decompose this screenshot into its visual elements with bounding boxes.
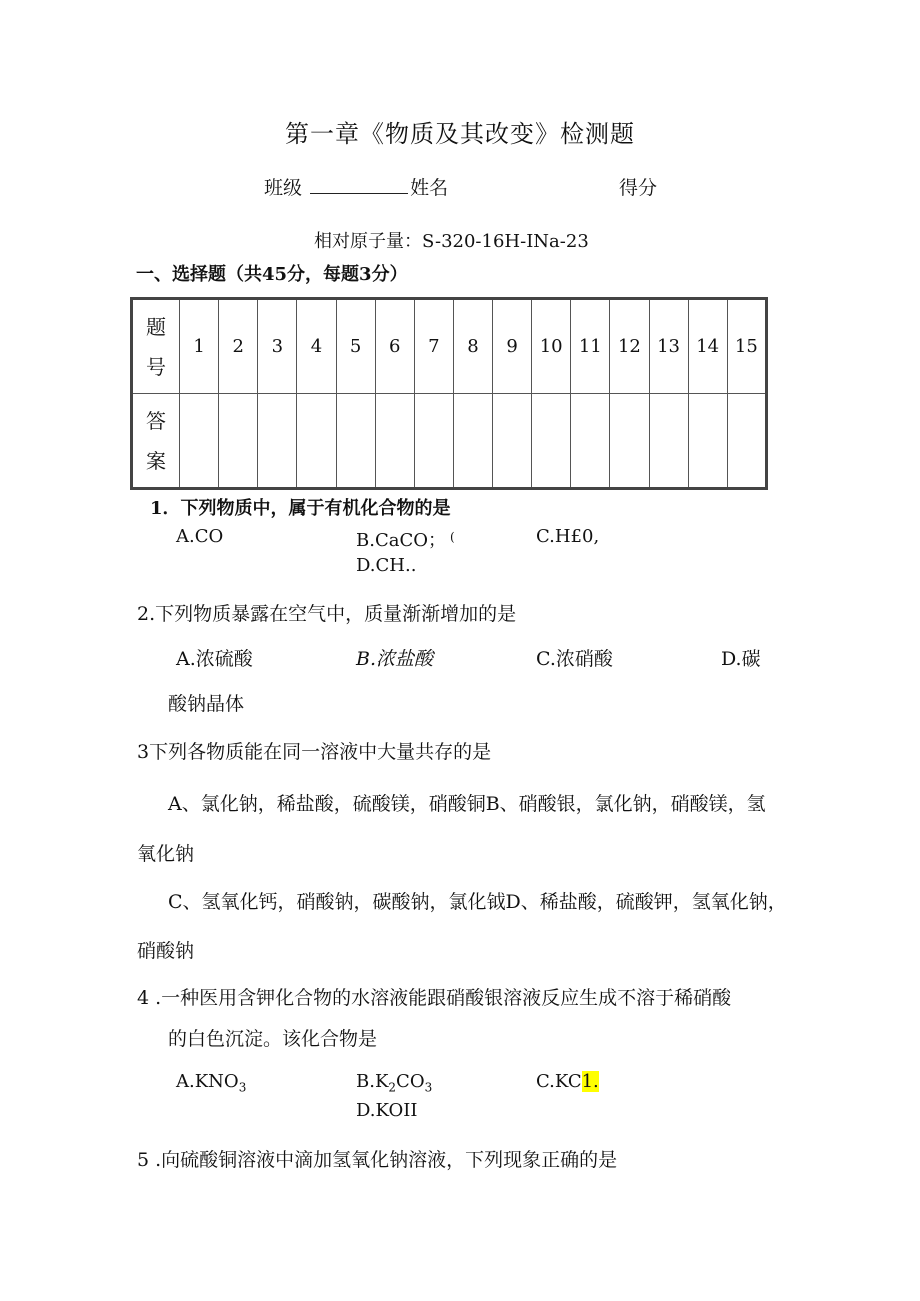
question-number-cell: 11 [571,299,610,394]
q4-stem: 4 .一种医用含钾化合物的水溶液能跟硝酸银溶液反应生成不溶于稀硝酸 [137,987,732,1009]
question-number-cell: 8 [453,299,492,394]
q1-option-d: D.CH.. [356,555,417,576]
answer-cell[interactable] [453,394,492,489]
q2-option-a: A.浓硫酸 [176,648,253,670]
class-label: 班级 [264,177,303,199]
section-heading: 一、选择题（共45分，每题3分） [136,264,408,285]
question-number-cell: 5 [336,299,375,394]
question-number-cell: 14 [688,299,727,394]
highlighted-text: 1. [581,1071,599,1092]
q2-option-b: B.浓盐酸 [356,648,434,670]
q1-option-c: C.H£0, [536,526,600,547]
page-title: 第一章《物质及其改变》检测题 [285,120,635,148]
q5-stem: 5 .向硫酸铜溶液中滴加氢氧化钠溶液，下列现象正确的是 [137,1149,618,1171]
q2-stem: 2.下列物质暴露在空气中，质量渐渐增加的是 [137,603,517,625]
row-label-question-number: 题 号 [132,299,180,394]
answer-row [132,394,767,489]
q3-options-ab-cont: 氧化钠 [137,843,195,865]
q1-stem: 1．下列物质中，属于有机化合物的是 [150,498,451,519]
answer-cell[interactable] [688,394,727,489]
q4-option-c: C.KC1. [536,1071,599,1092]
answer-cell[interactable] [258,394,297,489]
q4-stem-cont: 的白色沉淀。该化合物是 [168,1028,378,1050]
answer-cell[interactable] [571,394,610,489]
info-line [264,173,448,200]
question-number-cell: 12 [610,299,649,394]
answer-cell[interactable] [219,394,258,489]
question-number-cell: 10 [532,299,571,394]
class-blank[interactable] [310,175,408,194]
q4-option-d: D.KOII [356,1100,418,1121]
answer-cell[interactable] [180,394,219,489]
question-number-cell: 6 [375,299,414,394]
question-number-cell: 13 [649,299,688,394]
question-number-cell: 15 [727,299,766,394]
answer-cell[interactable] [375,394,414,489]
q1-mark: ( [450,530,455,544]
atomic-masses: 相对原子量：S-320-16H-INa-23 [314,231,589,252]
answer-cell[interactable] [727,394,766,489]
answer-cell[interactable] [649,394,688,489]
answer-table [130,297,768,490]
score-label: 得分 [619,177,658,199]
answer-cell[interactable] [297,394,336,489]
q1-option-a: A.CO [176,526,224,547]
q3-stem: 3下列各物质能在同一溶液中大量共存的是 [137,741,492,763]
q4-option-a: $A.KNO_3$ [176,1071,247,1095]
answer-cell[interactable] [493,394,532,489]
q2-option-c: C.浓硝酸 [536,648,613,670]
q3-options-ab: A、氯化钠，稀盐酸，硫酸镁，硝酸铜B、硝酸银，氯化钠，硝酸镁，氢 [168,793,766,815]
name-label: 姓名 [410,177,449,199]
question-number-cell: 3 [258,299,297,394]
row-label-answer: 答 案 [132,394,180,489]
q2-option-d-cont: 酸钠晶体 [168,693,245,715]
question-number-cell: 1 [180,299,219,394]
question-number-cell: 7 [414,299,453,394]
question-number-row [132,299,767,394]
question-number-cell: 2 [219,299,258,394]
answer-cell[interactable] [414,394,453,489]
q1-option-b: B.CaCO； [356,530,446,551]
q4-option-b: $B.K_2CO_3$ [356,1071,433,1095]
answer-cell[interactable] [532,394,571,489]
answer-cell[interactable] [336,394,375,489]
q3-options-cd: C、氢氧化钙，硝酸钠，碳酸钠，氯化钺D、稀盐酸，硫酸钾，氢氧化钠， [168,891,787,913]
answer-cell[interactable] [610,394,649,489]
question-number-cell: 4 [297,299,336,394]
question-number-cell: 9 [493,299,532,394]
q2-option-d: D.碳 [721,648,761,670]
q3-options-cd-cont: 硝酸钠 [137,940,195,962]
